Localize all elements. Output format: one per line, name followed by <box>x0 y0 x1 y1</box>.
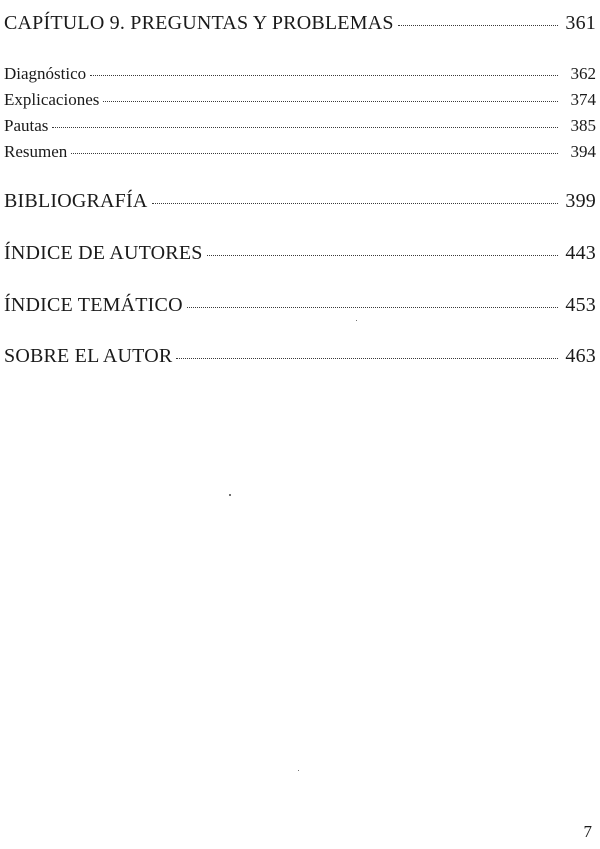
toc-entry-label: BIBLIOGRAFÍA <box>4 190 148 212</box>
toc-entry-page: 374 <box>570 90 596 109</box>
toc-entry-label: CAPÍTULO 9. PREGUNTAS Y PROBLEMAS <box>4 12 394 34</box>
toc-entry-page: 362 <box>570 64 596 83</box>
toc-entry-page: 399 <box>565 190 596 212</box>
toc-entry-chapter-9[interactable] <box>4 12 596 35</box>
toc-entry-page: 463 <box>565 345 596 367</box>
toc-entry-label: SOBRE EL AUTOR <box>4 345 173 367</box>
scan-speck <box>229 494 231 496</box>
dot-leader <box>90 75 558 76</box>
scan-speck <box>356 320 357 321</box>
toc-entry-label: ÍNDICE TEMÁTICO <box>4 294 183 316</box>
toc-entry-page: 394 <box>570 142 596 161</box>
toc-entry-label: Explicaciones <box>4 90 100 109</box>
dot-leader <box>187 307 558 308</box>
toc-entry-page: 361 <box>565 12 596 34</box>
toc-entry-page: 453 <box>565 294 596 316</box>
dot-leader <box>71 153 558 154</box>
scan-speck <box>298 770 299 771</box>
toc-entry-explicaciones[interactable] <box>4 90 596 110</box>
toc-entry-label: ÍNDICE DE AUTORES <box>4 242 203 264</box>
dot-leader <box>207 255 558 256</box>
toc-entry-sobre-el-autor[interactable] <box>4 345 596 368</box>
toc-entry-pautas[interactable] <box>4 116 596 136</box>
toc-entry-resumen[interactable] <box>4 142 596 162</box>
page-number: 7 <box>583 822 592 841</box>
toc-entry-label: Resumen <box>4 142 68 161</box>
dot-leader <box>52 127 558 128</box>
dot-leader <box>176 358 558 359</box>
dot-leader <box>398 25 558 26</box>
toc-entry-page: 443 <box>565 242 596 264</box>
toc-entry-bibliografia[interactable] <box>4 190 596 213</box>
toc-entry-indice-autores[interactable] <box>4 242 596 265</box>
toc-entry-label: Diagnóstico <box>4 64 87 83</box>
toc-entry-label: Pautas <box>4 116 49 135</box>
dot-leader <box>152 203 558 204</box>
toc-entry-indice-tematico[interactable] <box>4 294 596 317</box>
toc-entry-diagnostico[interactable] <box>4 64 596 84</box>
toc-entry-page: 385 <box>570 116 596 135</box>
dot-leader <box>103 101 558 102</box>
